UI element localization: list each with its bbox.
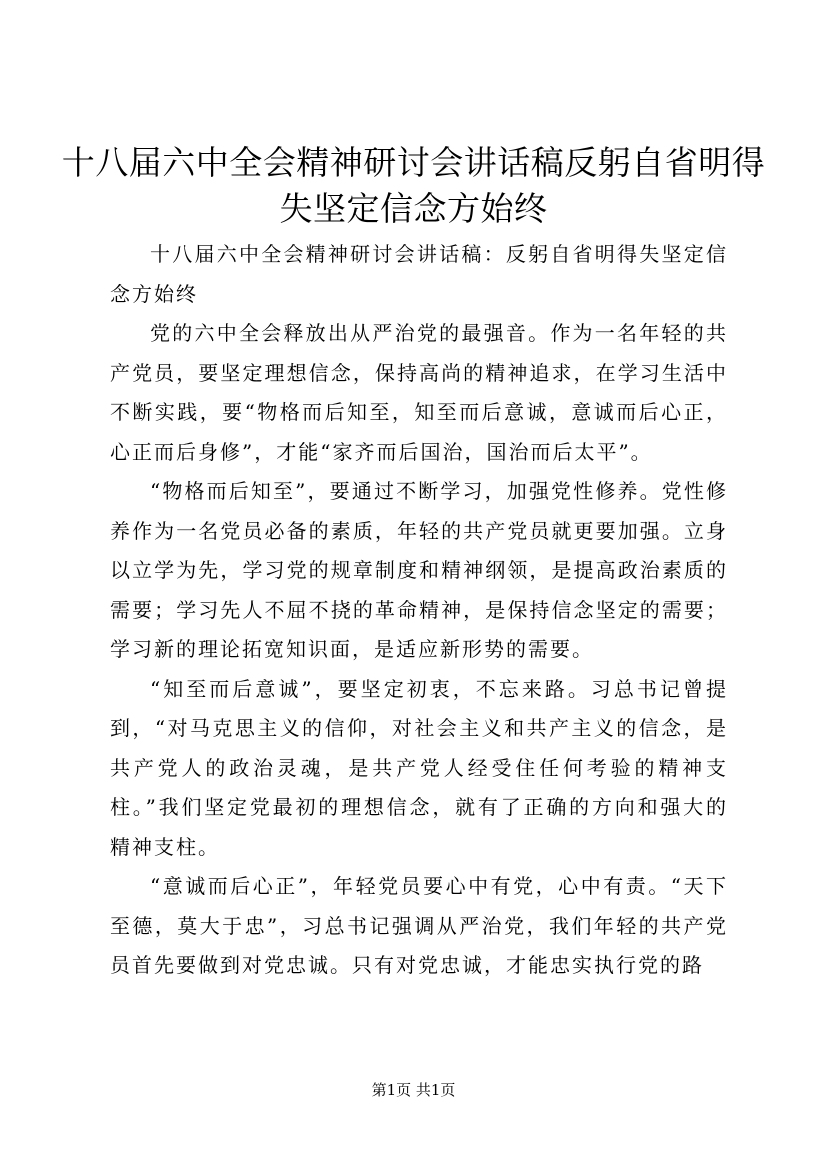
body-paragraph: “知至而后意诚”，要坚定初衷，不忘来路。习总书记曾提到，“对马克思主义的信仰，对社会主义和共产主义的信念，是共产党人的政治灵魂，是共产党人经受住任何考验的精神支柱。”我们坚定党最初的理想信念，就有了正确的方向和强大的精神支柱。 [110,676,728,859]
document-body [110,235,728,986]
body-paragraph: “意诚而后心正”，年轻党员要心中有党，心中有责。“天下至德，莫大于忠”，习总书记强调从严治党，我们年轻的共产党员首先要做到对党忠诚。只有对党忠诚，才能忠实执行党的路 [110,874,728,977]
page-footer: 第1页 共1页 [371,1081,456,1099]
body-paragraph: “物格而后知至”，要通过不断学习，加强党性修养。党性修养作为一名党员必备的素质，年轻的共产党员就更要加强。立身以立学为先，学习党的规章制度和精神纲领，是提高政治素质的需要；学习先人不屈不挠的革命精神，是保持信念坚定的需要；学习新的理论拓宽知识面，是适应新形势的需要。 [110,479,728,661]
body-paragraph: 党的六中全会释放出从严治党的最强音。作为一名年轻的共产党员，要坚定理想信念，保持高尚的精神追求，在学习生活中不断实践，要“物格而后知至，知至而后意诚，意诚而后心正，心正而后身修”，才能“家齐而后国治，国治而后太平”。 [110,321,728,464]
subtitle-paragraph: 十八届六中全会精神研讨会讲话稿：反躬自省明得失坚定信念方始终 [110,242,728,306]
document-title: 十八届六中全会精神研讨会讲话稿反躬自省明得失坚定信念方始终 [61,143,766,228]
